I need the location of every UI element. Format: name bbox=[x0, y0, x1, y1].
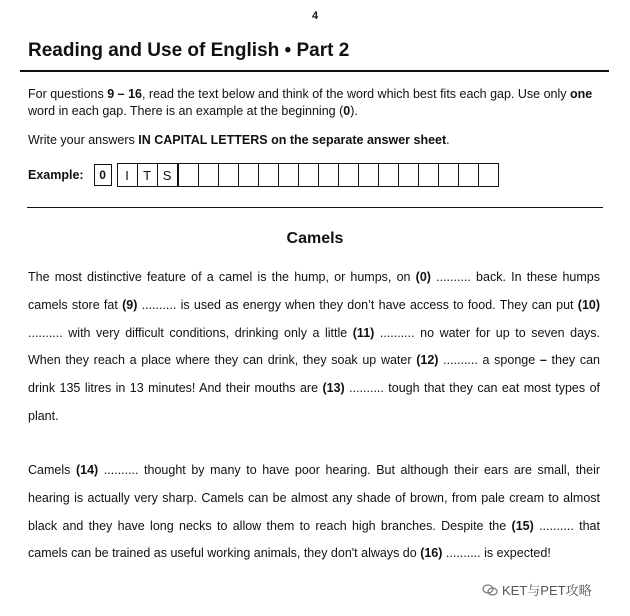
example-letter-box bbox=[179, 164, 199, 186]
example-letter-box: I bbox=[118, 164, 138, 186]
instr-example-ref: 0 bbox=[343, 104, 351, 118]
chat-bubble-icon bbox=[482, 582, 498, 598]
watermark bbox=[482, 580, 592, 599]
instr-text: ). bbox=[350, 104, 358, 118]
example-letter-box bbox=[319, 164, 339, 186]
passage-heading: Camels bbox=[286, 230, 344, 247]
example-letter-box bbox=[339, 164, 359, 186]
example-letter-box bbox=[259, 164, 279, 186]
gap-11: (11) bbox=[352, 325, 375, 340]
gap-16: (16) bbox=[420, 546, 443, 561]
example-letter-box bbox=[419, 164, 439, 186]
example-letter-box: S bbox=[158, 164, 179, 186]
gap-14: (14) bbox=[75, 463, 99, 477]
section-divider bbox=[27, 207, 603, 208]
gap-15: (15) bbox=[511, 518, 534, 533]
page-number: 4 bbox=[311, 10, 319, 22]
example-letter-box: T bbox=[138, 164, 158, 186]
instr-text: word in each gap. There is an example at the beginning ( bbox=[28, 104, 344, 118]
instr-emphasis: IN CAPITAL LETTERS on the separate answer sheet bbox=[138, 133, 447, 147]
dash: – bbox=[539, 353, 547, 368]
watermark-text: KET与PET攻略 bbox=[502, 583, 592, 598]
example-letter-box bbox=[459, 164, 479, 186]
example-letter-box bbox=[479, 164, 498, 186]
example-letter-box bbox=[199, 164, 219, 186]
example-letter-box bbox=[439, 164, 459, 186]
instr-text: For questions bbox=[28, 87, 108, 101]
instr-text: Write your answers bbox=[28, 133, 139, 147]
example-letter-box bbox=[299, 164, 319, 186]
example-number-box: 0 bbox=[94, 164, 112, 186]
passage-paragraph-1: The most distinctive feature of a camel is the hump, or humps, on (0) .......... back. In these humps camels store fat (9) .......... is used as energy when they don’t have access to food. They can put (10) .......... with very difficult conditions, drinking only a little (11) .......... no water for up to seven days. When they reach a place where they can drink, they soak up water (12) .......... a sponge – they can drink 135 litres in 13 minutes! And their mouths are (13) .......... tough that they can eat most types of plant. bbox=[28, 270, 601, 423]
gap-10: (10) bbox=[577, 297, 601, 312]
gap-0: (0) bbox=[415, 270, 431, 284]
example-letter-box bbox=[359, 164, 379, 186]
gap-13: (13) bbox=[322, 381, 345, 396]
gap-9: (9) bbox=[122, 297, 138, 312]
example-letter-box bbox=[239, 164, 259, 186]
answer-instructions bbox=[28, 132, 606, 149]
example-letter-box bbox=[219, 164, 239, 186]
instr-text: , read the text below and think of the word which best fits each gap. Use only bbox=[141, 87, 571, 101]
instructions-paragraph bbox=[28, 86, 606, 120]
example-letter-boxes bbox=[117, 163, 499, 187]
instr-emphasis: one bbox=[570, 87, 593, 101]
page-title: Reading and Use of English • Part 2 bbox=[28, 40, 350, 61]
example-letter-box bbox=[379, 164, 399, 186]
example-label: Example: bbox=[28, 168, 84, 182]
gap-12: (12) bbox=[416, 353, 439, 368]
example-row bbox=[28, 163, 499, 187]
instr-text: . bbox=[446, 133, 450, 147]
question-range: 9 – 16 bbox=[107, 87, 142, 101]
title-divider bbox=[20, 70, 609, 72]
example-letter-box bbox=[399, 164, 419, 186]
example-letter-box bbox=[279, 164, 299, 186]
passage-paragraph-2: Camels (14) .......... thought by many to have poor hearing. But although their ears are small, their hearing is actually very sharp. Camels can be almost any shade of brown, from pale cream to almost black and they have long necks to allow them to reach high branches. Despite the (15) .......... that camels can be trained as useful working animals, they don't always do (16) .......... is expected! bbox=[28, 463, 601, 561]
